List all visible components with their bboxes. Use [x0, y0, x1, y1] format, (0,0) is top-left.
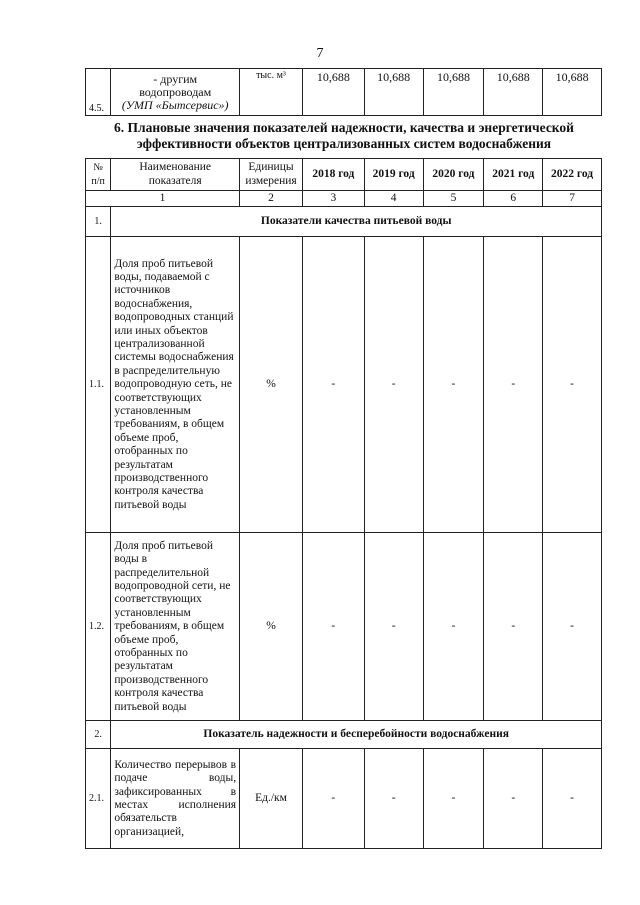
header-year: 2019 год	[364, 159, 423, 191]
section-row	[86, 721, 602, 749]
table-row	[86, 237, 602, 533]
value-cell: -	[423, 749, 484, 849]
value-cell: -	[302, 533, 364, 721]
value-cell: -	[543, 533, 602, 721]
col-number: 5	[423, 191, 484, 207]
value-cell: -	[423, 237, 484, 533]
top-table	[85, 68, 602, 116]
unit-cell: тыс. м³	[240, 69, 303, 116]
header-row	[86, 159, 602, 191]
value-cell: -	[543, 237, 602, 533]
unit-cell: %	[240, 533, 303, 721]
header-unit: Единицы измерения	[240, 159, 303, 191]
column-numbers-row	[86, 191, 602, 207]
value-cell: -	[302, 749, 364, 849]
section-number: 1.	[86, 207, 111, 237]
col-number: 6	[484, 191, 543, 207]
value-cell: -	[364, 237, 423, 533]
section-title: Показатели качества питьевой воды	[111, 207, 602, 237]
indicator-name: Количество перерывов в подаче воды, зафиксированных в местах исполнения обязательств организацией,	[111, 749, 240, 849]
col-number: 2	[240, 191, 303, 207]
value-cell: -	[302, 237, 364, 533]
header-year: 2018 год	[302, 159, 364, 191]
section-title: Показатель надежности и бесперебойности водоснабжения	[111, 721, 602, 749]
header-name: Наименование показателя	[111, 159, 240, 191]
value-cell: 10,688	[423, 69, 484, 116]
row-number: 1.2.	[86, 533, 111, 721]
col-number: 7	[543, 191, 602, 207]
value-cell: -	[364, 749, 423, 849]
row-number: 4.5.	[86, 69, 111, 116]
value-cell: -	[364, 533, 423, 721]
value-cell: -	[423, 533, 484, 721]
header-year: 2022 год	[543, 159, 602, 191]
main-table	[85, 158, 602, 849]
unit-cell: Ед./км	[240, 749, 303, 849]
value-cell: -	[484, 237, 543, 533]
value-cell: 10,688	[543, 69, 602, 116]
header-year: 2020 год	[423, 159, 484, 191]
value-cell: 10,688	[364, 69, 423, 116]
row-number: 1.1.	[86, 237, 111, 533]
page-number: 7	[316, 46, 324, 61]
indicator-name: - другим водопроводам (УМП «Бытсервис»)	[111, 69, 240, 116]
table-row	[86, 69, 602, 116]
section-heading: 6. Плановые значения показателей надежности, качества и энергетической эффективности объектов централизованных систем водоснабжения	[114, 120, 574, 151]
table-row	[86, 533, 602, 721]
value-cell: 10,688	[484, 69, 543, 116]
col-number: 3	[302, 191, 364, 207]
value-cell: 10,688	[302, 69, 364, 116]
col-number: 4	[364, 191, 423, 207]
value-cell: -	[543, 749, 602, 849]
indicator-name: Доля проб питьевой воды в распределительной водопроводной сети, не соответствующих установленным требованиям, в общем объеме проб, отобранных по результатам производственного контроля качества питьевой воды	[111, 533, 240, 721]
col-number: 1	[86, 191, 240, 207]
unit-cell: %	[240, 237, 303, 533]
value-cell: -	[484, 533, 543, 721]
table-row	[86, 749, 602, 849]
section-number: 2.	[86, 721, 111, 749]
header-year: 2021 год	[484, 159, 543, 191]
row-number: 2.1.	[86, 749, 111, 849]
indicator-name: Доля проб питьевой воды, подаваемой с источников водоснабжения, водопроводных станций или иных объектов централизованной системы водоснабжения в распределительную водопроводную сеть, не соответствующих установленным требованиям, в общем объеме проб, отобранных по результатам производственного контроля качества питьевой воды	[111, 237, 240, 533]
value-cell: -	[484, 749, 543, 849]
header-num: № п/п	[86, 159, 111, 191]
section-row	[86, 207, 602, 237]
